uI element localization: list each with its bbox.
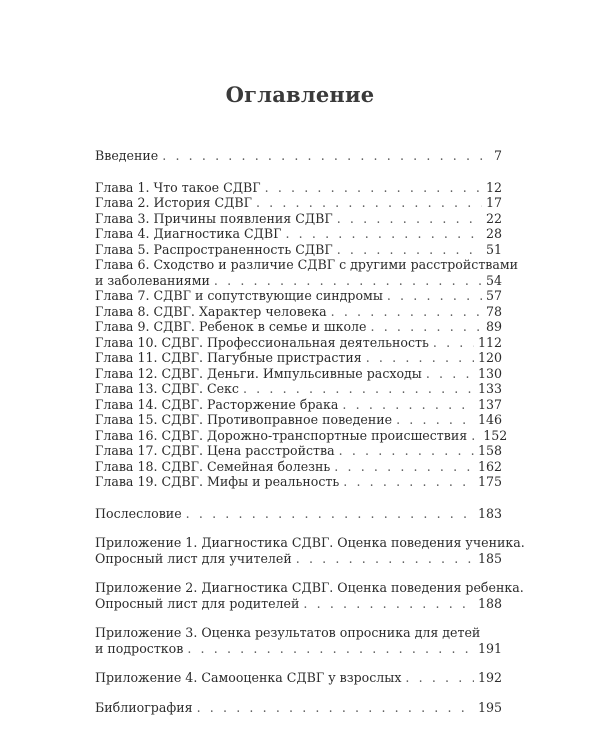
entry-page-number: 195 bbox=[477, 699, 502, 715]
toc-entry-afterword[interactable] bbox=[95, 506, 502, 522]
entry-label: Глава 9. СДВГ. Ребенок в семье и школе bbox=[95, 319, 367, 334]
dot-leader bbox=[337, 242, 482, 258]
toc-entry-chapter-6[interactable] bbox=[95, 273, 502, 289]
entry-label: Глава 3. Причины появления СДВГ bbox=[95, 210, 333, 226]
entry-page-number: 162 bbox=[477, 458, 502, 474]
entry-label: Глава 4. Диагностика СДВГ bbox=[95, 226, 282, 241]
dot-leader bbox=[331, 304, 482, 320]
toc-entry-appendix-1[interactable] bbox=[95, 551, 502, 567]
entry-label: Приложение 4. Самооценка СДВГ у взрослых bbox=[95, 670, 402, 685]
entry-label: Послесловие bbox=[95, 505, 182, 521]
toc-entry-appendix-3[interactable] bbox=[95, 641, 502, 657]
entry-label: Глава 2. История СДВГ bbox=[95, 195, 252, 210]
entry-page-number: 158 bbox=[477, 443, 502, 458]
entry-label: Глава 15. СДВГ. Противоправное поведение bbox=[95, 412, 393, 427]
toc-entry-bibliography[interactable] bbox=[95, 700, 502, 716]
dot-leader bbox=[433, 335, 474, 351]
toc-entry-chapter-8[interactable] bbox=[95, 304, 502, 320]
entry-page-number: 17 bbox=[485, 195, 502, 210]
entry-page-number: 192 bbox=[477, 670, 502, 685]
entry-label: Глава 16. СДВГ. Дорожно-транспортные происшествия bbox=[95, 427, 468, 443]
table-of-contents bbox=[95, 148, 525, 715]
entry-label: Глава 17. СДВГ. Цена расстройства bbox=[95, 443, 335, 458]
toc-entry-chapter-1[interactable] bbox=[95, 180, 502, 196]
toc-entry-chapter-6-line1[interactable]: Глава 6. Сходство и различие СДВГ с другими расстройствами bbox=[95, 257, 519, 272]
entry-label: Глава 10. СДВГ. Профессиональная деятельность bbox=[95, 334, 429, 350]
dot-leader bbox=[387, 288, 482, 304]
entry-page-number: 130 bbox=[477, 365, 502, 381]
dot-leader bbox=[187, 641, 474, 657]
toc-entry-chapter-15[interactable] bbox=[95, 412, 502, 428]
dot-leader bbox=[334, 459, 474, 475]
entry-page-number: 54 bbox=[485, 272, 502, 288]
page-title: Оглавление bbox=[225, 82, 375, 107]
dot-leader bbox=[370, 319, 481, 335]
dot-leader bbox=[186, 506, 474, 522]
entry-page-number: 133 bbox=[477, 381, 502, 396]
entry-page-number: 112 bbox=[477, 334, 502, 350]
toc-entry-appendix-2[interactable] bbox=[95, 596, 502, 612]
dot-leader bbox=[214, 273, 482, 289]
entry-label: и подростков bbox=[95, 640, 184, 656]
entry-page-number: 120 bbox=[477, 350, 502, 365]
dot-leader bbox=[337, 211, 482, 227]
entry-page-number: 146 bbox=[477, 412, 502, 427]
toc-entry-appendix-2-line1[interactable]: Приложение 2. Диагностика СДВГ. Оценка поведения ребенка. bbox=[95, 580, 524, 595]
toc-entry-chapter-3[interactable] bbox=[95, 211, 502, 227]
entry-label: Глава 12. СДВГ. Деньги. Импульсивные расходы bbox=[95, 365, 422, 381]
entry-page-number: 185 bbox=[477, 550, 502, 566]
dot-leader bbox=[471, 428, 479, 444]
toc-entry-chapter-12[interactable] bbox=[95, 366, 502, 382]
entry-page-number: 51 bbox=[485, 241, 502, 257]
entry-page-number: 78 bbox=[485, 303, 502, 319]
entry-label: Глава 13. СДВГ. Секс bbox=[95, 381, 239, 396]
entry-page-number: 12 bbox=[485, 179, 502, 195]
toc-entry-chapter-4[interactable] bbox=[95, 226, 502, 242]
dot-leader bbox=[162, 148, 490, 164]
toc-entry-chapter-13[interactable] bbox=[95, 381, 502, 397]
entry-label: Глава 18. СДВГ. Семейная болезнь bbox=[95, 458, 331, 474]
entry-label: Глава 14. СДВГ. Расторжение брака bbox=[95, 396, 339, 412]
toc-entry-chapter-14[interactable] bbox=[95, 397, 502, 413]
entry-label: Введение bbox=[95, 148, 159, 163]
dot-leader bbox=[343, 474, 474, 490]
toc-entry-introduction[interactable] bbox=[95, 148, 502, 164]
toc-entry-chapter-10[interactable] bbox=[95, 335, 502, 351]
dot-leader bbox=[339, 443, 474, 459]
entry-label: Глава 11. СДВГ. Пагубные пристрастия bbox=[95, 350, 362, 365]
toc-entry-chapter-16[interactable] bbox=[95, 427, 508, 444]
dot-leader bbox=[265, 180, 482, 196]
toc-entry-chapter-11[interactable] bbox=[95, 350, 502, 366]
entry-page-number: 191 bbox=[477, 640, 502, 656]
entry-page-number: 137 bbox=[477, 396, 502, 412]
dot-leader bbox=[243, 381, 474, 397]
toc-entry-chapter-19[interactable] bbox=[95, 474, 502, 490]
entry-page-number: 57 bbox=[485, 288, 502, 303]
dot-leader bbox=[303, 596, 474, 612]
dot-leader bbox=[366, 350, 474, 366]
toc-entry-appendix-3-line1[interactable]: Приложение 3. Оценка результатов опросника для детей bbox=[95, 625, 481, 640]
toc-entry-chapter-17[interactable] bbox=[95, 443, 502, 459]
toc-entry-chapter-9[interactable] bbox=[95, 319, 502, 335]
dot-leader bbox=[405, 670, 474, 686]
entry-page-number: 175 bbox=[477, 474, 502, 489]
entry-label: Опросный лист для родителей bbox=[95, 595, 300, 611]
toc-entry-chapter-5[interactable] bbox=[95, 242, 502, 258]
entry-label: Глава 8. СДВГ. Характер человека bbox=[95, 303, 327, 319]
toc-entry-chapter-18[interactable] bbox=[95, 459, 502, 475]
entry-page-number: 183 bbox=[477, 505, 502, 521]
entry-page-number: 152 bbox=[483, 427, 508, 443]
toc-entry-chapter-2[interactable] bbox=[95, 195, 502, 211]
dot-leader bbox=[197, 700, 474, 716]
toc-entry-chapter-7[interactable] bbox=[95, 288, 502, 304]
dot-leader bbox=[285, 226, 482, 242]
entry-label: Глава 19. СДВГ. Мифы и реальность bbox=[95, 474, 340, 489]
dot-leader bbox=[342, 397, 474, 413]
entry-page-number: 89 bbox=[485, 319, 502, 334]
dot-leader bbox=[426, 366, 474, 382]
entry-label: Глава 1. Что такое СДВГ bbox=[95, 179, 261, 195]
entry-label: и заболеваниями bbox=[95, 272, 210, 288]
entry-label: Библиография bbox=[95, 699, 193, 715]
dot-leader bbox=[396, 412, 474, 428]
entry-page-number: 28 bbox=[485, 226, 502, 241]
entry-label: Глава 5. Распространенность СДВГ bbox=[95, 241, 333, 257]
entry-label: Опросный лист для учителей bbox=[95, 550, 292, 566]
toc-entry-appendix-1-line1[interactable]: Приложение 1. Диагностика СДВГ. Оценка поведения ученика. bbox=[95, 535, 525, 550]
entry-page-number: 188 bbox=[477, 595, 502, 611]
dot-leader bbox=[296, 551, 474, 567]
toc-entry-appendix-4[interactable] bbox=[95, 670, 502, 686]
entry-label: Глава 7. СДВГ и сопутствующие синдромы bbox=[95, 288, 383, 303]
entry-page-number: 22 bbox=[485, 210, 502, 226]
entry-page-number: 7 bbox=[493, 148, 502, 163]
dot-leader bbox=[256, 195, 482, 211]
